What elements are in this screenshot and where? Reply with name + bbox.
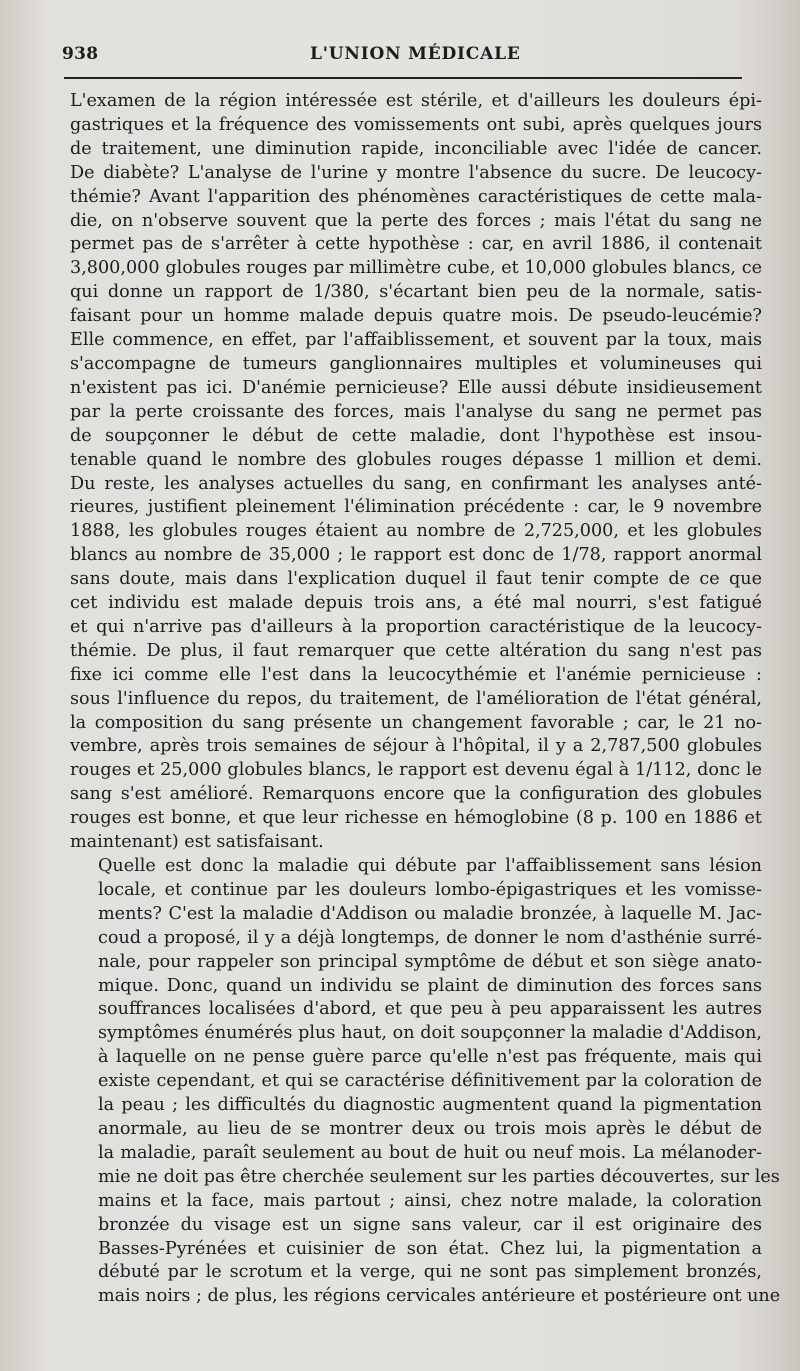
text-line: thémie? Avant l'apparition des phénomènes caractéristiques de cette mala- bbox=[70, 186, 762, 207]
text-line: Quelle est donc la maladie qui débute par l'affaiblissement sans lésion bbox=[98, 856, 762, 876]
text-line: mais noirs ; de plus, les régions cervicales antérieure et postérieure ont une bbox=[98, 1286, 781, 1307]
text-line: 1888, les globules rouges étaient au nombre de 2,725,000, et les globules bbox=[70, 521, 762, 542]
text-line: L'examen de la région intéressée est stérile, et d'ailleurs les douleurs épi- bbox=[70, 91, 762, 111]
text-line: anormale, au lieu de se montrer deux ou trois mois après le début de bbox=[98, 1118, 762, 1139]
text-line: 3,800,000 globules rouges par millimètre cube, et 10,000 globules blancs, ce bbox=[70, 258, 762, 279]
text-line: tenable quand le nombre des globules rouges dépasse 1 million et demi. bbox=[70, 449, 762, 470]
text-line: débuté par le scrotum et la verge, qui ne sont pas simplement bronzés, bbox=[98, 1262, 762, 1283]
header-rule bbox=[64, 77, 742, 79]
text-line: locale, et continue par les douleurs lombo-épigastriques et les vomisse- bbox=[98, 879, 762, 900]
text-line: De diabète? L'analyse de l'urine y montre l'absence du sucre. De leucocy- bbox=[70, 162, 762, 183]
text-line: gastriques et la fréquence des vomissements ont subi, après quelques jours bbox=[70, 114, 762, 135]
text-line: Elle commence, en effet, par l'affaiblissement, et souvent par la toux, mais bbox=[70, 330, 762, 351]
text-line: ments? C'est la maladie d'Addison ou maladie bronzée, à laquelle M. Jac- bbox=[98, 903, 762, 924]
text-line: rouges et 25,000 globules blancs, le rapport est devenu égal à 1/112, donc le bbox=[70, 760, 762, 781]
page-header bbox=[62, 44, 742, 70]
text-line: faisant pour un homme malade depuis quatre mois. De pseudo-leucémie? bbox=[70, 306, 762, 327]
text-line: n'existent pas ici. D'anémie pernicieuse? Elle aussi débute insidieusement bbox=[70, 377, 762, 398]
text-line: mie ne doit pas être cherchée seulement sur les parties découvertes, sur les bbox=[98, 1166, 780, 1187]
text-line: Du reste, les analyses actuelles du sang, en confirmant les analyses anté- bbox=[70, 473, 762, 494]
text-line: par la perte croissante des forces, mais l'analyse du sang ne permet pas bbox=[70, 401, 762, 422]
text-line: thémie. De plus, il faut remarquer que cette altération du sang n'est pas bbox=[70, 640, 762, 661]
text-line: mique. Donc, quand un individu se plaint de diminution des forces sans bbox=[98, 975, 762, 996]
text-line: sang s'est amélioré. Remarquons encore que la configuration des globules bbox=[70, 784, 762, 805]
text-line: la maladie, paraît seulement au bout de huit ou neuf mois. La mélanoder- bbox=[98, 1142, 762, 1163]
text-line: existe cependant, et qui se caractérise définitivement par la coloration de bbox=[98, 1071, 762, 1092]
text-line: fixe ici comme elle l'est dans la leucocythémie et l'anémie pernicieuse : bbox=[70, 664, 762, 685]
text-line: cet individu est malade depuis trois ans, a été mal nourri, s'est fatigué bbox=[70, 593, 762, 614]
text-line: qui donne un rapport de 1/380, s'écartant bien peu de la normale, satis- bbox=[70, 282, 762, 303]
text-line: die, on n'observe souvent que la perte des forces ; mais l'état du sang ne bbox=[70, 210, 762, 231]
article-body bbox=[70, 90, 781, 1309]
text-line: bronzée du visage est un signe sans valeur, car il est originaire des bbox=[98, 1214, 762, 1235]
text-line: à laquelle on ne pense guère parce qu'elle n'est pas fréquente, mais qui bbox=[98, 1047, 762, 1068]
text-line: maintenant) est satisfaisant. bbox=[70, 832, 324, 853]
text-line: de traitement, une diminution rapide, inconciliable avec l'idée de cancer. bbox=[70, 138, 762, 159]
text-line: et qui n'arrive pas d'ailleurs à la proportion caractéristique de la leucocy- bbox=[70, 616, 762, 637]
running-title: L'UNION MÉDICALE bbox=[310, 44, 521, 64]
text-line: vembre, après trois semaines de séjour à l'hôpital, il y a 2,787,500 globules bbox=[70, 736, 762, 757]
text-line: sans doute, mais dans l'explication duquel il faut tenir compte de ce que bbox=[70, 569, 762, 590]
text-line: coud a proposé, il y a déjà longtemps, de donner le nom d'asthénie surré- bbox=[98, 927, 762, 948]
text-line: Basses-Pyrénées et cuisinier de son état. Chez lui, la pigmentation a bbox=[98, 1238, 762, 1259]
text-line: la composition du sang présente un changement favorable ; car, le 21 no- bbox=[70, 712, 762, 733]
page-number: 938 bbox=[62, 44, 99, 64]
text-line: souffrances localisées d'abord, et que peu à peu apparaissent les autres bbox=[98, 999, 762, 1020]
text-line: sous l'influence du repos, du traitement, de l'amélioration de l'état général, bbox=[70, 688, 762, 709]
text-line: s'accompagne de tumeurs ganglionnaires multiples et volumineuses qui bbox=[70, 353, 762, 374]
paragraph-1 bbox=[70, 90, 762, 855]
text-line: mains et la face, mais partout ; ainsi, chez notre malade, la coloration bbox=[98, 1190, 762, 1211]
text-line: rieures, justifient pleinement l'élimination précédente : car, le 9 novembre bbox=[70, 497, 762, 518]
text-line: la peau ; les difficultés du diagnostic augmentent quand la pigmentation bbox=[98, 1095, 762, 1116]
text-line: symptômes énumérés plus haut, on doit soupçonner la maladie d'Addison, bbox=[98, 1023, 762, 1044]
text-line: permet pas de s'arrêter à cette hypothèse : car, en avril 1886, il contenait bbox=[70, 234, 762, 255]
paragraph-2 bbox=[70, 855, 781, 1309]
text-line: de soupçonner le début de cette maladie, dont l'hypothèse est insou- bbox=[70, 425, 762, 446]
text-line: rouges est bonne, et que leur richesse en hémoglobine (8 p. 100 en 1886 et bbox=[70, 808, 762, 829]
text-line: nale, pour rappeler son principal symptôme de début et son siège anato- bbox=[98, 951, 762, 972]
text-line: blancs au nombre de 35,000 ; le rapport est donc de 1/78, rapport anormal bbox=[70, 545, 762, 566]
